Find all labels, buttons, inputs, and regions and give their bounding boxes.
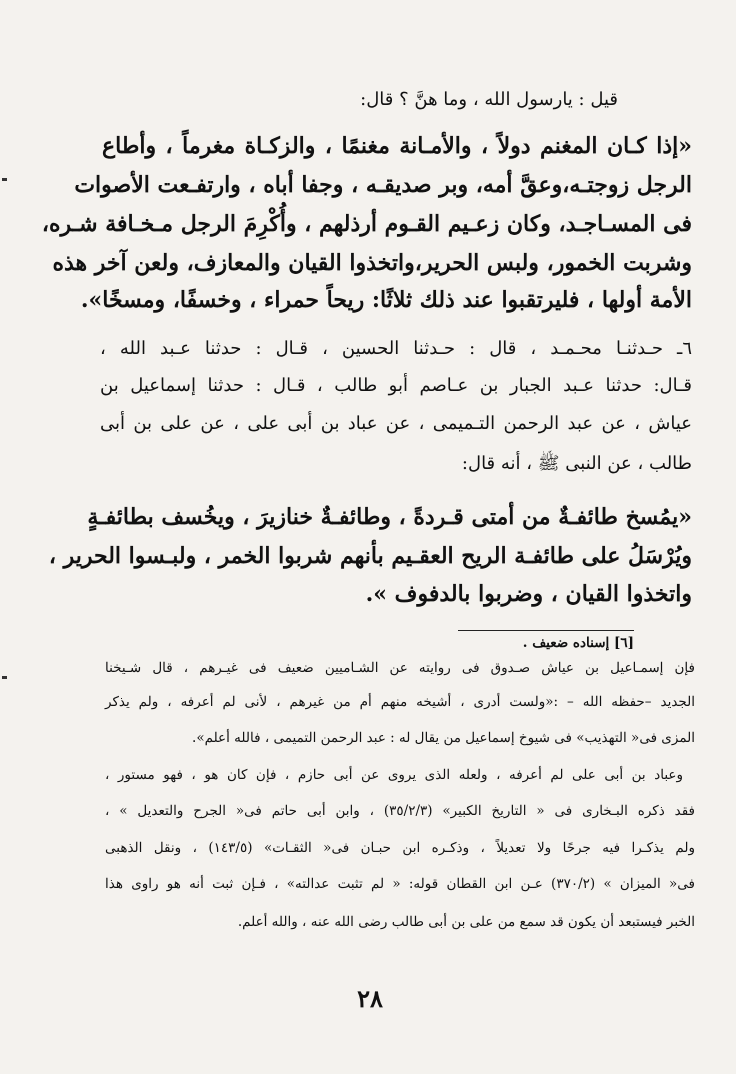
hadith2-line-2: ويُرْسَلُ على طائفـة الريح العقـيم بأنهم شربوا الخمر ، ولبـسوا الحرير ،: [48, 543, 692, 569]
footnote-line-5: فقد ذكره البـخارى فى « التاريخ الكبير» (٣٥/٢/٣) ، وابن أبى حاتم فى« الجرح والتعديل » ،: [105, 803, 695, 819]
hadith1-line-4: وشربت الخمور، ولبس الحرير،واتخذوا القيان والمعازف، ولعن آخر هذه: [52, 250, 692, 276]
isnad-line-4: طالب ، عن النبى ﷺ ، أنه قال:: [461, 453, 692, 474]
footnote-line-2: الجديد –حفظه الله – :«ولست أدرى ، أشيخه منهم أم من غيرهم ، لأنى لم أعرفه ، ولم يذكر: [105, 694, 695, 710]
hadith1-line-2: الرجل زوجتـه،وعقَّ أمه، وبر صديقـه ، وجفا أباه ، وارتفـعت الأصوات: [74, 172, 692, 198]
isnad-line-3: عياش ، عن عبد الرحمن التـميمى ، عن عباد بن أبى على ، عن على بن أبى: [100, 413, 692, 434]
hadith1-line-1: «إذا كـان المغنم دولاً ، والأمـانة مغنمًا ، والزكـاة مغرماً ، وأطاع: [102, 133, 692, 159]
question-line: قيل : يارسول الله ، وما هنَّ ؟ قال:: [360, 89, 618, 110]
footnote-line-3: المزى فى« التهذيب» فى شيوخ إسماعيل من يقال له : عبد الرحمن التميمى ، فالله أعلم».: [192, 730, 695, 746]
footnote-line-7: فى« الميزان » (٣٧٠/٢) عـن ابن القطان قوله: « لم تثبت عدالته» ، فـإن ثبت أنه هو راوى هذا: [105, 876, 695, 892]
footnote-line-8: الخبر فيستبعد أن يكون قد سمع من على بن أبى طالب رضى الله عنه ، والله أعلم.: [237, 914, 695, 930]
footnote-line-4: وعباد بن أبى على لم أعرفه ، ولعله الذى يروى عن أبى حازم ، فإن كان هو ، فهو مستور ،: [105, 767, 683, 783]
footnote-divider: [458, 630, 634, 631]
isnad-line-1: ٦ـ حـدثنـا محـمـد ، قال : حـدثنا الحسين ، قـال : حدثنا عـبد الله ،: [100, 338, 692, 359]
footnote-heading: [٦] إسناده ضعيف .: [522, 635, 634, 651]
hadith1-line-5: الأمة أولها ، فليرتقبوا عند ذلك ثلاثًا: ريحاً حمراء ، وخسفًا، ومسخًا».: [80, 287, 692, 313]
footnote-line-6: ولم يذكـرا فيه جرحًا ولا تعديلاً ، وذكـره ابن حبـان فى« الثقـات» (١٤٣/٥) ، ونقل الذهبى: [105, 840, 695, 856]
isnad-line-2: قـال: حدثنا عـبد الجبار بن عـاصم أبو طالب ، قـال : حدثنا إسماعيل بن: [100, 375, 692, 396]
hadith1-line-3: فى المسـاجـد، وكان زعـيم القـوم أرذلهم ، وأُكْرِمَ الرجل مـخـافة شـره،: [41, 211, 692, 237]
margin-mark: [2, 178, 7, 181]
margin-mark: [2, 676, 7, 679]
hadith2-line-1: «يمُسخ طائفـةٌ من أمتى قـردةً ، وطائفـةٌ خنازيرَ ، ويخُسف بطائفـةٍ: [87, 504, 692, 530]
page-number: ٢٨: [357, 984, 383, 1013]
footnote-line-1: فإن إسمـاعيل بن عياش صـدوق فى روايته عن الشـاميين ضعيف فى غيـرهم ، قال شـيخنا: [105, 660, 695, 676]
hadith2-line-3: واتخذوا القيان ، وضربوا بالدفوف ».: [365, 581, 692, 607]
